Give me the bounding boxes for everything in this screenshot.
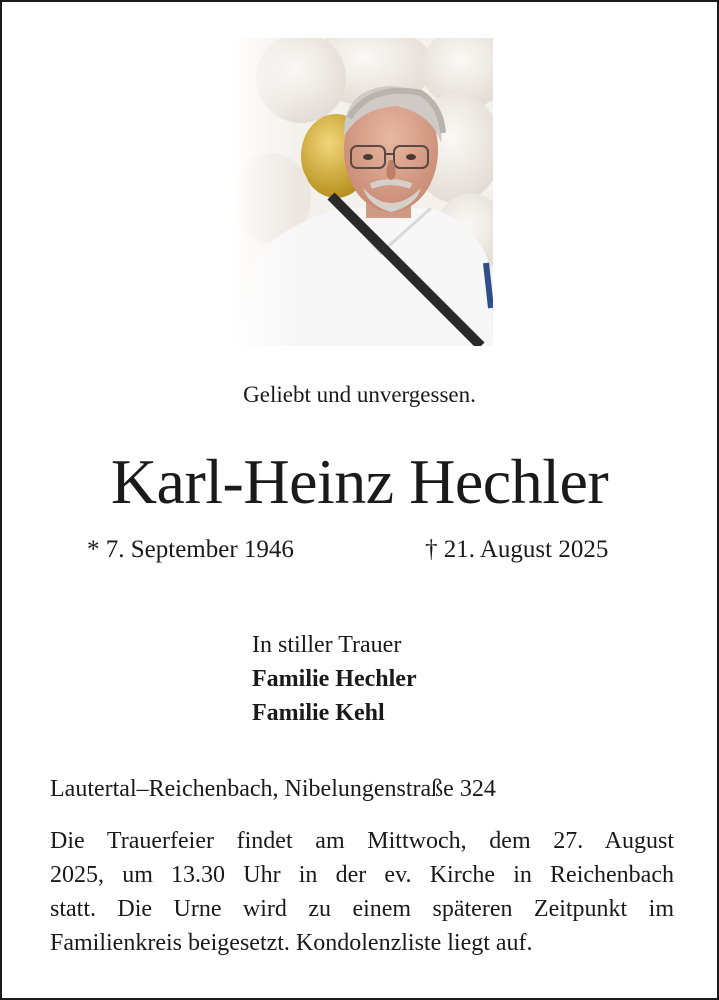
deceased-name: Karl-Heinz Hechler <box>110 446 609 517</box>
mourners-block <box>252 628 417 730</box>
mourners-intro: In stiller Trauer <box>252 632 402 658</box>
notice-line: statt. Die Urne wird zu einem späteren Zeitpunkt im <box>50 896 674 922</box>
notice-line: Familienkreis beigesetzt. Kondolenzliste liegt auf. <box>50 930 533 956</box>
motto-text: Geliebt und unvergessen. <box>243 382 476 407</box>
address-line: Lautertal–Reichenbach, Nibelungenstraße 324 <box>50 776 496 802</box>
notice-line: Die Trauerfeier findet am Mittwoch, dem 27. August <box>50 828 674 854</box>
death-date: † 21. August 2025 <box>425 536 609 563</box>
funeral-notice <box>50 824 674 960</box>
family-name: Familie Hechler <box>252 666 417 692</box>
portrait-photo <box>231 38 493 346</box>
birth-date: * 7. September 1946 <box>87 536 294 563</box>
portrait-image <box>231 38 493 346</box>
family-name: Familie Kehl <box>252 700 385 726</box>
notice-line: 2025, um 13.30 Uhr in der ev. Kirche in Reichenbach <box>50 862 674 888</box>
